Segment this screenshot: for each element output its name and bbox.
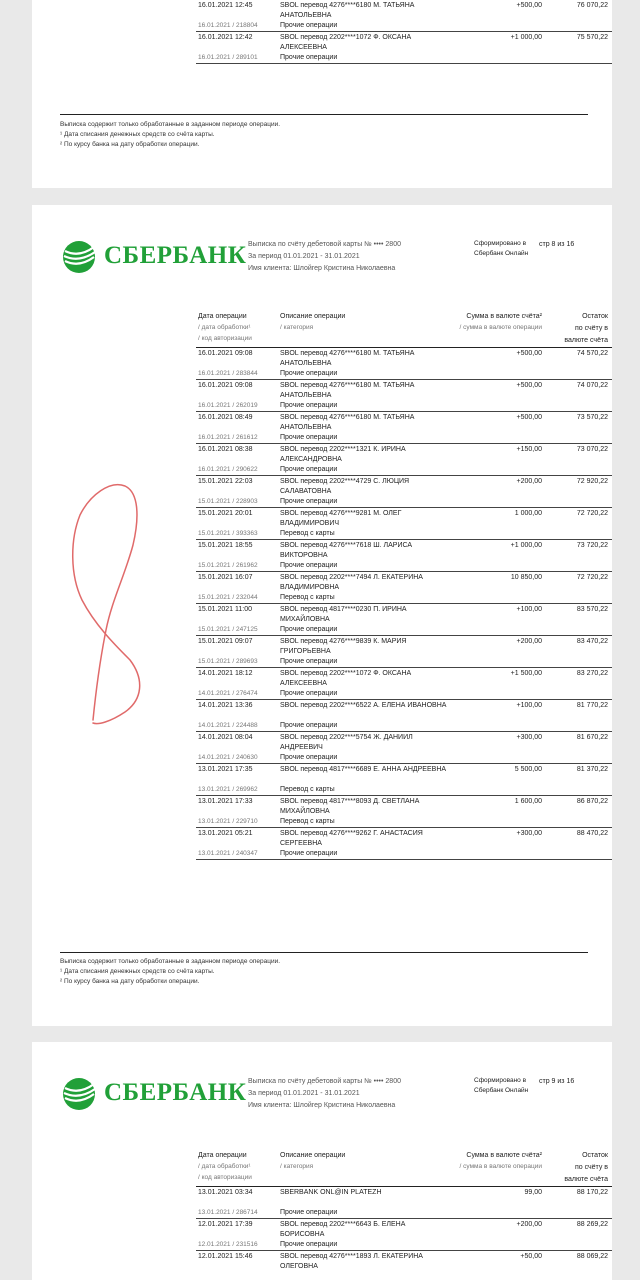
account-balance: 72 720,22 [576, 574, 608, 581]
table-row [196, 572, 612, 604]
header-balance-2: по счёту в [574, 1164, 608, 1171]
col-date-header [198, 311, 252, 344]
transactions-table [196, 1150, 612, 1280]
transactions-table [196, 311, 612, 860]
statement-page-7-tail [32, 0, 612, 188]
account-balance: 83 570,22 [576, 606, 608, 613]
operation-amount: 1 600,00 [514, 798, 542, 805]
header-balance-3: валюте счёта [564, 337, 608, 344]
operation-description: SBOL перевод 2202****6643 Б. ЕЛЕНА [280, 1221, 406, 1228]
statement-page-9 [32, 1042, 612, 1280]
operation-date: 15.01.2021 18:55 [198, 542, 253, 549]
header-amount-sub: / сумма в валюте операции [459, 1163, 542, 1170]
operation-category: Прочие операции [280, 754, 338, 761]
operation-description: SBOL перевод 4817****0230 П. ИРИНА [280, 606, 407, 613]
header-date-sub1: / дата обработки¹ [198, 1163, 251, 1170]
processing-date-code: 16.01.2021 / 290622 [198, 466, 258, 473]
operation-description-cont: СЕРГЕЕВНА [280, 840, 322, 847]
notes-divider [60, 114, 588, 115]
formed-line-2: Сбербанк Онлайн [474, 1087, 529, 1094]
operation-date: 12.01.2021 17:39 [198, 1221, 253, 1228]
operation-description: SBOL перевод 4276****6180 М. ТАТЬЯНА [280, 382, 415, 389]
operation-amount: +1 000,00 [510, 34, 542, 41]
operation-category: Прочие операции [280, 1209, 338, 1216]
table-row [196, 0, 612, 32]
operation-category: Прочие операции [280, 1241, 338, 1248]
footnotes [60, 957, 280, 987]
footnote: ¹ Дата списания денежных средств со счёта карты. [60, 131, 215, 138]
processing-date-code: 16.01.2021 / 218804 [198, 22, 258, 29]
table-row [196, 668, 612, 700]
statement-info [248, 1076, 401, 1112]
table-row [196, 1251, 612, 1280]
operation-description-cont: ВИКТОРОВНА [280, 552, 328, 559]
operation-description-cont: МИХАЙЛОВНА [280, 808, 330, 815]
operation-description: SBOL перевод 4817****8093 Д. СВЕТЛАНА [280, 798, 420, 805]
operation-amount: 10 850,00 [510, 574, 542, 581]
statement-title: Выписка по счёту дебетовой карты № •••• 2800 [248, 1078, 401, 1085]
client-name: Имя клиента: Шлойгер Кристина Николаевна [248, 265, 396, 272]
operation-description: SBOL перевод 2202****7494 Л. ЕКАТЕРИНА [280, 574, 423, 581]
processing-date-code: 16.01.2021 / 261612 [198, 434, 258, 441]
operation-description-cont: АНДРЕЕВИЧ [280, 744, 323, 751]
operation-description: SBOL перевод 4276****9262 Г. АНАСТАСИЯ [280, 830, 423, 837]
formed-line-1: Сформировано в [474, 240, 527, 247]
operation-category: Прочие операции [280, 402, 338, 409]
processing-date-code: 14.01.2021 / 240630 [198, 754, 258, 761]
operation-amount: +500,00 [516, 414, 542, 421]
operation-date: 13.01.2021 17:35 [198, 766, 253, 773]
header-date-sub2: / код авторизации [198, 335, 252, 342]
col-desc-header [280, 311, 345, 333]
header-desc: Описание операции [280, 313, 346, 320]
operation-description-cont: МИХАЙЛОВНА [280, 616, 330, 623]
processing-date-code: 15.01.2021 / 228903 [198, 498, 258, 505]
operation-category: Прочие операции [280, 690, 338, 697]
footnote: ² По курсу банка на дату обработки операции. [60, 141, 200, 148]
account-balance: 88 069,22 [576, 1253, 608, 1260]
processing-date-code: 12.01.2021 / 231516 [198, 1241, 258, 1248]
statement-title: Выписка по счёту дебетовой карты № •••• 2800 [248, 241, 401, 248]
table-row [196, 476, 612, 508]
operation-category: Перевод с карты [280, 786, 335, 793]
operation-category: Перевод с карты [280, 530, 335, 537]
account-balance: 73 570,22 [576, 414, 608, 421]
operation-category: Перевод с карты [280, 594, 335, 601]
operation-category: Прочие операции [280, 626, 338, 633]
table-row [196, 508, 612, 540]
operation-date: 13.01.2021 03:34 [198, 1189, 253, 1196]
operation-date: 16.01.2021 08:49 [198, 414, 253, 421]
header-amount-sub: / сумма в валюте операции [459, 324, 542, 331]
operation-amount: +300,00 [516, 734, 542, 741]
operation-description-cont: БОРИСОВНА [280, 1231, 325, 1238]
footnote: Выписка содержит только обработанные в заданном периоде операции. [60, 958, 281, 965]
account-balance: 88 269,22 [576, 1221, 608, 1228]
account-balance: 81 770,22 [576, 702, 608, 709]
processing-date-code: 16.01.2021 / 262019 [198, 402, 258, 409]
operation-description-cont: АНАТОЛЬЕВНА [280, 360, 332, 367]
account-balance: 86 870,22 [576, 798, 608, 805]
col-balance-header [558, 1150, 608, 1186]
col-balance-header [558, 311, 608, 347]
page-number: стр 8 из 16 [539, 241, 575, 248]
table-header [196, 1150, 612, 1187]
processing-date-code: 14.01.2021 / 224488 [198, 722, 258, 729]
table-row [196, 32, 612, 64]
processing-date-code: 13.01.2021 / 240347 [198, 850, 258, 857]
operation-date: 16.01.2021 12:42 [198, 34, 253, 41]
account-balance: 72 920,22 [576, 478, 608, 485]
header-desc-sub: / категория [280, 1163, 314, 1170]
operation-description: SBOL перевод 2202****5754 Ж. ДАНИИЛ [280, 734, 413, 741]
operation-description-cont: АНАТОЛЬЕВНА [280, 12, 332, 19]
operation-description-cont: САЛАВАТОВНА [280, 488, 332, 495]
table-row [196, 380, 612, 412]
col-desc-header [280, 1150, 345, 1172]
operation-description: SBOL перевод 2202****4729 С. ЛЮЦИЯ [280, 478, 410, 485]
header-date-sub1: / дата обработки¹ [198, 324, 251, 331]
operation-date: 15.01.2021 11:00 [198, 606, 252, 613]
operation-description: SBOL перевод 2202****6522 А. ЕЛЕНА ИВАНОВНА [280, 702, 447, 709]
header-desc-sub: / категория [280, 324, 314, 331]
account-balance: 81 370,22 [576, 766, 608, 773]
operation-description: SBOL перевод 4276****6180 М. ТАТЬЯНА [280, 414, 415, 421]
formed-line-2: Сбербанк Онлайн [474, 250, 529, 257]
header-date: Дата операции [198, 1152, 247, 1159]
operation-date: 15.01.2021 22:03 [198, 478, 253, 485]
operation-description-cont: АНАТОЛЬЕВНА [280, 424, 332, 431]
operation-category: Прочие операции [280, 562, 338, 569]
table-row [196, 636, 612, 668]
operation-description-cont: АНАТОЛЬЕВНА [280, 392, 332, 399]
operation-description-cont: АЛЕКСЕЕВНА [280, 44, 327, 51]
table-row [196, 540, 612, 572]
table-row [196, 828, 612, 860]
operation-amount: +500,00 [516, 2, 542, 9]
sberbank-logo-icon [60, 238, 98, 276]
operation-date: 15.01.2021 09:07 [198, 638, 253, 645]
account-balance: 88 170,22 [576, 1189, 608, 1196]
account-balance: 74 570,22 [576, 350, 608, 357]
operation-description: SBOL перевод 4276****1893 Л. ЕКАТЕРИНА [280, 1253, 423, 1260]
table-row [196, 764, 612, 796]
account-balance: 83 470,22 [576, 638, 608, 645]
operation-amount: +200,00 [516, 638, 542, 645]
operation-category: Прочие операции [280, 22, 338, 29]
table-header [196, 311, 612, 348]
operation-category: Прочие операции [280, 370, 338, 377]
operation-amount: +1 500,00 [510, 670, 542, 677]
table-row [196, 796, 612, 828]
operation-description: SBOL перевод 4276****6180 М. ТАТЬЯНА [280, 350, 415, 357]
operation-amount: +500,00 [516, 350, 542, 357]
header-desc: Описание операции [280, 1152, 346, 1159]
client-name: Имя клиента: Шлойгер Кристина Николаевна [248, 1102, 396, 1109]
processing-date-code: 13.01.2021 / 269962 [198, 786, 258, 793]
footnote: ² По курсу банка на дату обработки операции. [60, 978, 200, 985]
table-row [196, 1219, 612, 1251]
page-number: стр 9 из 16 [539, 1078, 575, 1085]
operation-date: 12.01.2021 15:46 [198, 1253, 253, 1260]
brand-name: СБЕРБАНК [104, 242, 247, 269]
operation-description: SBOL перевод 2202****1072 Ф. ОКСАНА [280, 34, 412, 41]
processing-date-code: 13.01.2021 / 286714 [198, 1209, 258, 1216]
header-balance-1: Остаток [582, 313, 608, 320]
operation-amount: +100,00 [516, 702, 542, 709]
operation-description-cont: АЛЕКСЕЕВНА [280, 680, 327, 687]
operation-date: 13.01.2021 05:21 [198, 830, 253, 837]
processing-date-code: 13.01.2021 / 229710 [198, 818, 258, 825]
operation-amount: +200,00 [516, 478, 542, 485]
operation-description: SBOL перевод 4276****9281 М. ОЛЕГ [280, 510, 402, 517]
operation-amount: 5 500,00 [514, 766, 542, 773]
operation-date: 16.01.2021 09:08 [198, 382, 253, 389]
account-balance: 81 670,22 [576, 734, 608, 741]
col-amount-header [460, 311, 542, 333]
operation-date: 14.01.2021 13:36 [198, 702, 253, 709]
account-balance: 74 070,22 [576, 382, 608, 389]
operation-amount: +500,00 [516, 382, 542, 389]
operation-date: 14.01.2021 08:04 [198, 734, 253, 741]
operation-amount: 1 000,00 [514, 510, 542, 517]
statement-period: За период 01.01.2021 - 31.01.2021 [248, 253, 360, 260]
formed-in [474, 239, 528, 259]
account-balance: 76 070,22 [576, 2, 608, 9]
processing-date-code: 16.01.2021 / 283844 [198, 370, 258, 377]
operation-description: SBOL перевод 2202****1321 К. ИРИНА [280, 446, 406, 453]
operation-description-cont: ГРИГОРЬЕВНА [280, 648, 331, 655]
footnote: Выписка содержит только обработанные в заданном периоде операции. [60, 121, 281, 128]
operation-date: 15.01.2021 16:07 [198, 574, 253, 581]
table-row [196, 700, 612, 732]
operation-category: Прочие операции [280, 498, 338, 505]
table-row [196, 604, 612, 636]
operation-date: 14.01.2021 18:12 [198, 670, 253, 677]
operation-amount: +1 000,00 [510, 542, 542, 549]
account-balance: 73 070,22 [576, 446, 608, 453]
operation-date: 16.01.2021 12:45 [198, 2, 253, 9]
formed-line-1: Сформировано в [474, 1077, 527, 1084]
header-date: Дата операции [198, 313, 247, 320]
operation-date: 15.01.2021 20:01 [198, 510, 253, 517]
operation-description: SBOL перевод 4276****9839 К. МАРИЯ [280, 638, 407, 645]
operation-description: SBOL перевод 4276****6180 М. ТАТЬЯНА [280, 2, 415, 9]
operation-amount: +50,00 [520, 1253, 542, 1260]
account-balance: 75 570,22 [576, 34, 608, 41]
table-row [196, 444, 612, 476]
operation-amount: +200,00 [516, 1221, 542, 1228]
header-balance-2: по счёту в [574, 325, 608, 332]
operation-description: SBOL перевод 4817****6689 Е. АННА АНДРЕЕВНА [280, 766, 447, 773]
table-row [196, 732, 612, 764]
account-balance: 83 270,22 [576, 670, 608, 677]
operation-category: Прочие операции [280, 850, 338, 857]
header-balance-3: валюте счёта [564, 1176, 608, 1183]
statement-page-8 [32, 205, 612, 1026]
operation-date: 13.01.2021 17:33 [198, 798, 253, 805]
formed-in [474, 1076, 528, 1096]
operation-description: SBOL перевод 2202****1072 Ф. ОКСАНА [280, 670, 412, 677]
operation-amount: +100,00 [516, 606, 542, 613]
processing-date-code: 14.01.2021 / 276474 [198, 690, 258, 697]
col-amount-header [460, 1150, 542, 1172]
operation-category: Прочие операции [280, 466, 338, 473]
table-row [196, 1187, 612, 1219]
processing-date-code: 15.01.2021 / 289693 [198, 658, 258, 665]
header-balance-1: Остаток [582, 1152, 608, 1159]
operation-description: SBOL перевод 4276****7618 Ш. ЛАРИСА [280, 542, 413, 549]
transactions-table [196, 0, 612, 64]
operation-category: Перевод с карты [280, 818, 335, 825]
processing-date-code: 15.01.2021 / 232044 [198, 594, 258, 601]
header-amount: Сумма в валюте счёта² [466, 313, 542, 320]
account-balance: 72 720,22 [576, 510, 608, 517]
operation-amount: +150,00 [516, 446, 542, 453]
operation-description-cont: АЛЕКСАНДРОВНА [280, 456, 342, 463]
operation-category: Прочие операции [280, 54, 338, 61]
brand-name: СБЕРБАНК [104, 1079, 247, 1106]
operation-description-cont: ВЛАДИМИРОВИЧ [280, 520, 340, 527]
account-balance: 88 470,22 [576, 830, 608, 837]
processing-date-code: 15.01.2021 / 261962 [198, 562, 258, 569]
processing-date-code: 15.01.2021 / 247125 [198, 626, 258, 633]
operation-description-cont: ВЛАДИМИРОВНА [280, 584, 340, 591]
header-date-sub2: / код авторизации [198, 1174, 252, 1181]
operation-amount: +300,00 [516, 830, 542, 837]
statement-period: За период 01.01.2021 - 31.01.2021 [248, 1090, 360, 1097]
footnotes [60, 120, 280, 150]
footnote: ¹ Дата списания денежных средств со счёта карты. [60, 968, 215, 975]
processing-date-code: 16.01.2021 / 289101 [198, 54, 258, 61]
operation-amount: 99,00 [524, 1189, 542, 1196]
operation-description: SBERBANK ONL@IN PLATEZH [280, 1189, 382, 1196]
table-row [196, 412, 612, 444]
account-balance: 73 720,22 [576, 542, 608, 549]
sberbank-logo-icon [60, 1075, 98, 1113]
operation-category: Прочие операции [280, 434, 338, 441]
operation-category: Прочие операции [280, 722, 338, 729]
notes-divider [60, 952, 588, 953]
operation-category: Прочие операции [280, 658, 338, 665]
table-row [196, 348, 612, 380]
processing-date-code: 15.01.2021 / 393363 [198, 530, 258, 537]
operation-date: 16.01.2021 08:38 [198, 446, 253, 453]
statement-info [248, 239, 401, 275]
col-date-header [198, 1150, 252, 1183]
operation-description-cont: ОЛЕГОВНА [280, 1263, 318, 1270]
header-amount: Сумма в валюте счёта² [466, 1152, 542, 1159]
operation-date: 16.01.2021 09:08 [198, 350, 253, 357]
